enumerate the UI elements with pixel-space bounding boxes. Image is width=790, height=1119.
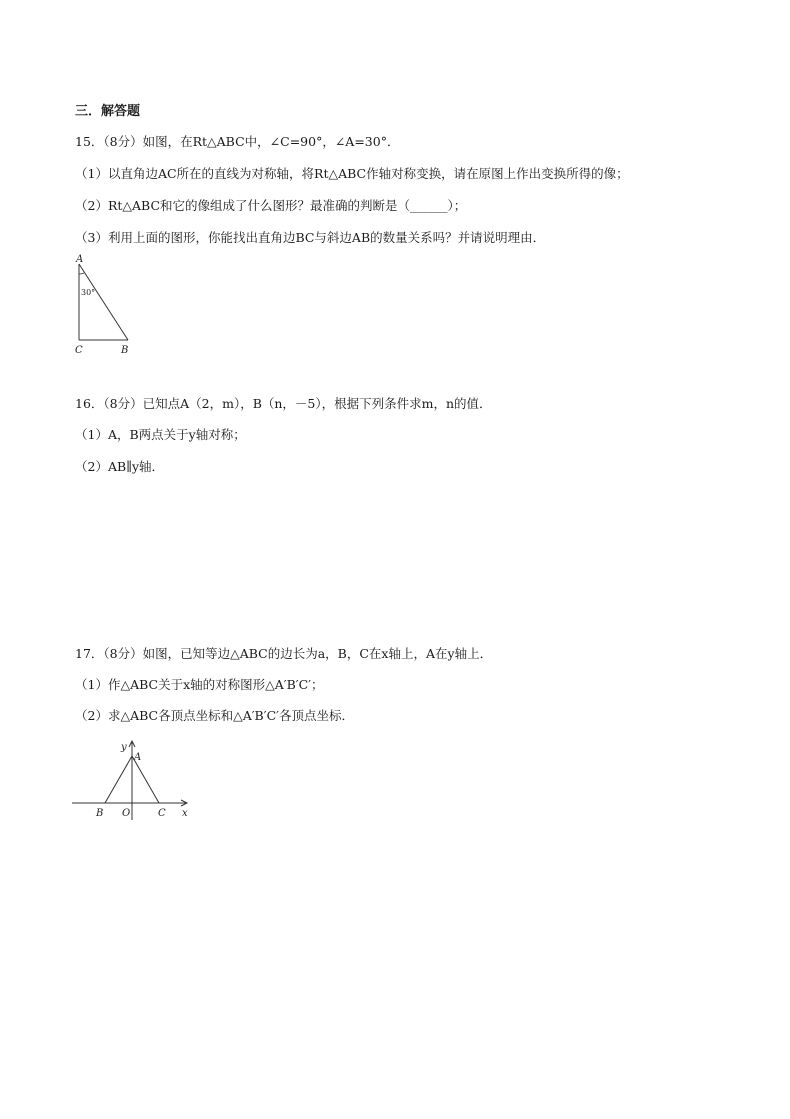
q15-part2: （2）Rt△ABC和它的像组成了什么图形？最准确的判断是（______）； bbox=[75, 198, 467, 213]
q15-part1: （1）以直角边AC所在的直线为对称轴，将Rt△ABC作轴对称变换，请在原图上作出变换所得的像； bbox=[75, 166, 629, 181]
q16-part2: （2）AB∥y轴． bbox=[75, 459, 165, 474]
section-title: 三．解答题 bbox=[75, 104, 141, 119]
q15-part3: （3）利用上面的图形，你能找出直角边BC与斜边AB的数量关系吗？并请说明理由． bbox=[75, 230, 546, 245]
q15-stem: 15．（8分）如图，在Rt△ABC中，∠C=90°，∠A=30°． bbox=[75, 134, 400, 149]
side-ac bbox=[132, 756, 159, 803]
label-b: B bbox=[96, 808, 104, 819]
side-ba bbox=[105, 756, 132, 803]
angle-arc bbox=[79, 273, 84, 274]
label-o: O bbox=[122, 808, 131, 819]
label-c: C bbox=[75, 345, 83, 356]
q16-part1: （1）A，B两点关于y轴对称； bbox=[75, 427, 246, 442]
label-y: y bbox=[121, 742, 127, 753]
q16-stem: 16．（8分）已知点A（2，m），B（n，－5），根据下列条件求m，n的值． bbox=[75, 396, 492, 411]
q17-part1: （1）作△ABC关于x轴的对称图形△A′B′C′； bbox=[75, 677, 324, 692]
side-ab bbox=[79, 264, 128, 340]
q15-triangle-figure bbox=[70, 252, 140, 358]
label-a: A bbox=[76, 254, 84, 265]
label-c: C bbox=[158, 808, 166, 819]
q17-stem: 17．（8分）如图，已知等边△ABC的边长为a，B，C在x轴上，A在y轴上． bbox=[75, 646, 493, 661]
label-x: x bbox=[182, 808, 188, 819]
label-b: B bbox=[121, 345, 129, 356]
angle-label: 30° bbox=[81, 288, 96, 297]
q17-part2: （2）求△ABC各顶点坐标和△A′B′C′各顶点坐标． bbox=[75, 708, 354, 723]
label-a: A bbox=[134, 752, 142, 763]
q17-coordinate-figure bbox=[68, 736, 198, 822]
